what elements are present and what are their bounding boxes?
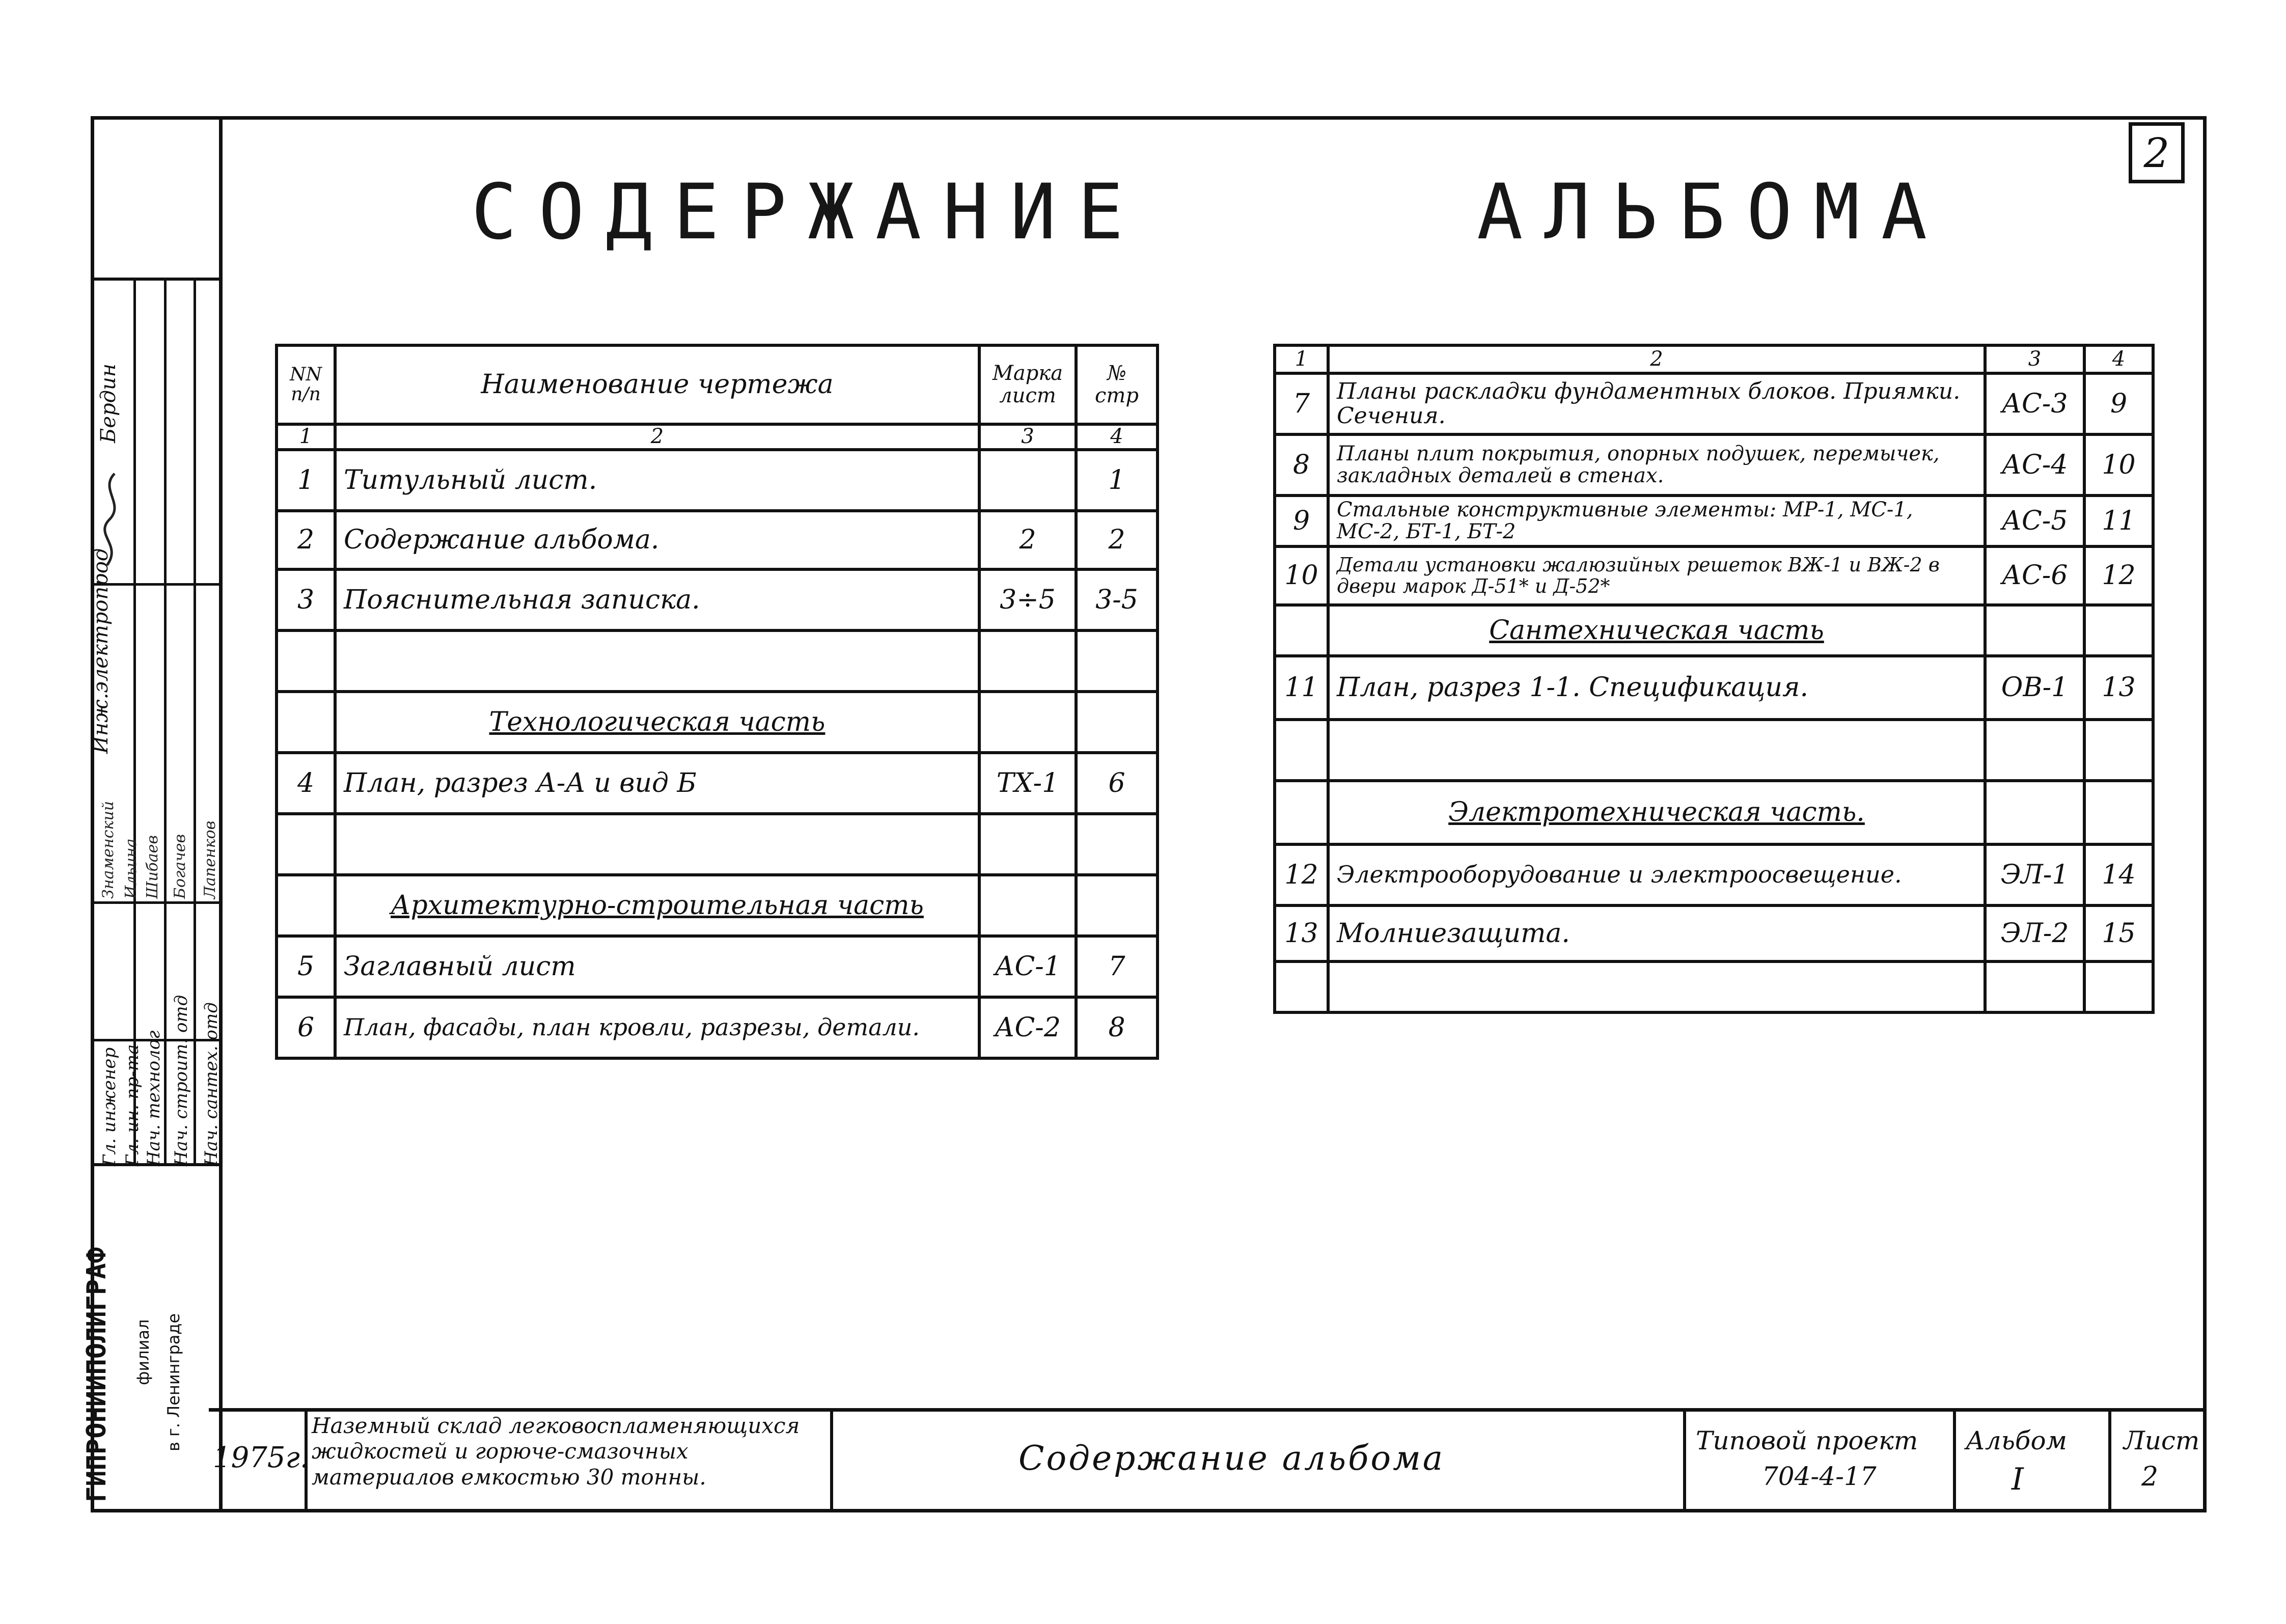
row-num: 9 <box>1275 496 1328 546</box>
approval-role: Гл. инженер <box>99 1047 120 1166</box>
row-name: Детали установки жалюзийных решеток ВЖ-1 и ВЖ-2 в двери марок Д-51* и Д-52* <box>1328 546 1985 605</box>
row-num: 5 <box>277 936 335 997</box>
column-number-row <box>277 424 1158 450</box>
column-number-row <box>1275 345 2153 373</box>
row-name <box>1328 720 1985 781</box>
row-page <box>1076 875 1158 936</box>
table-row <box>1275 546 2153 605</box>
row-page: 10 <box>2084 434 2153 496</box>
table-row <box>1275 605 2153 656</box>
row-num <box>277 692 335 753</box>
stamp-album-number: I <box>2012 1462 2024 1497</box>
row-num: 4 <box>277 753 335 814</box>
left-register-table <box>275 344 1159 1060</box>
table-row <box>277 814 1158 875</box>
table-row <box>277 511 1158 569</box>
stamp-project-label: Типовой проект <box>1696 1426 1918 1455</box>
row-num <box>277 630 335 692</box>
row-mark <box>979 630 1076 692</box>
header-page: № стр <box>1076 345 1158 424</box>
right-register-table <box>1273 344 2155 1014</box>
row-mark <box>1985 961 2084 1012</box>
col-number: 4 <box>1076 424 1158 450</box>
row-page: 13 <box>2084 656 2153 720</box>
row-mark: АС-5 <box>1985 496 2084 546</box>
row-name: Титульный лист. <box>335 450 979 511</box>
table-header-row <box>277 345 1158 424</box>
row-name: Содержание альбома. <box>335 511 979 569</box>
stamp-divider <box>1953 1408 1956 1512</box>
row-page: 3-5 <box>1076 569 1158 630</box>
row-mark <box>979 450 1076 511</box>
approval-role: Нач. сантех. отд <box>201 1002 222 1166</box>
section-heading: Сантехническая часть <box>1328 605 1985 656</box>
organization-city: в г. Ленинграде <box>164 1313 183 1451</box>
stamp-project-number: 704-4-17 <box>1762 1462 1877 1491</box>
approval-role: Гл. ин. пр-та <box>122 1044 143 1166</box>
row-mark: ОВ-1 <box>1985 656 2084 720</box>
approval-divider <box>133 278 136 1166</box>
row-page: 9 <box>2084 373 2153 434</box>
row-page: 2 <box>1076 511 1158 569</box>
col-number: 3 <box>1985 345 2084 373</box>
stamp-sheet-title: Содержание альбома <box>1018 1439 1445 1478</box>
approval-role: Нач. строит. отд <box>171 995 191 1166</box>
table-row <box>1275 905 2153 961</box>
row-name: Стальные конструктивные элементы: МР-1, МС-1, МС-2, БТ-1, БТ-2 <box>1328 496 1985 546</box>
table-row <box>277 875 1158 936</box>
row-name: Пояснительная записка. <box>335 569 979 630</box>
table-row <box>1275 720 2153 781</box>
table-row <box>1275 496 2153 546</box>
approval-extra-label: Бердин <box>97 363 120 443</box>
approval-divider <box>91 901 223 904</box>
approval-name: Знаменский <box>99 801 117 899</box>
col-number: 1 <box>277 424 335 450</box>
signature-scribble <box>94 469 130 570</box>
stamp-year: 1975г. <box>213 1441 309 1474</box>
stamp-top-line <box>209 1408 2207 1412</box>
approval-name: Богачев <box>171 834 189 899</box>
stamp-divider <box>2108 1408 2111 1512</box>
row-name <box>1328 961 1985 1012</box>
page-number: 2 <box>2143 129 2170 177</box>
row-num <box>277 875 335 936</box>
title-word-1: СОДЕРЖАНИЕ <box>471 168 1145 257</box>
col-number: 4 <box>2084 345 2153 373</box>
col-number: 2 <box>1328 345 1985 373</box>
section-heading: Технологическая часть <box>335 692 979 753</box>
row-mark: АС-1 <box>979 936 1076 997</box>
row-page <box>2084 605 2153 656</box>
row-page: 1 <box>1076 450 1158 511</box>
col-number: 2 <box>335 424 979 450</box>
row-num: 12 <box>1275 844 1328 905</box>
row-num <box>1275 720 1328 781</box>
row-name: План, разрез А-А и вид Б <box>335 753 979 814</box>
row-num: 3 <box>277 569 335 630</box>
row-mark <box>1985 781 2084 844</box>
row-name: Заглавный лист <box>335 936 979 997</box>
table-row <box>1275 961 2153 1012</box>
header-name: Наименование чертежа <box>335 345 979 424</box>
row-name: Планы раскладки фундаментных блоков. Приямки. Сечения. <box>1328 373 1985 434</box>
approval-name: Лапенков <box>201 820 219 899</box>
row-num <box>1275 781 1328 844</box>
row-mark: АС-2 <box>979 997 1076 1058</box>
table-row <box>1275 656 2153 720</box>
row-num <box>1275 605 1328 656</box>
approval-divider <box>194 278 196 1166</box>
row-mark: ТХ-1 <box>979 753 1076 814</box>
table-row <box>1275 373 2153 434</box>
row-mark <box>1985 605 2084 656</box>
row-mark: АС-6 <box>1985 546 2084 605</box>
table-row <box>277 997 1158 1058</box>
approval-name: Шибаев <box>144 835 161 899</box>
row-name <box>335 630 979 692</box>
row-name: План, фасады, план кровли, разрезы, детали. <box>335 997 979 1058</box>
row-mark <box>979 692 1076 753</box>
row-page: 8 <box>1076 997 1158 1058</box>
row-num: 11 <box>1275 656 1328 720</box>
table-row <box>1275 844 2153 905</box>
row-page <box>2084 781 2153 844</box>
stamp-album-label: Альбом <box>1966 1426 2067 1455</box>
row-mark: АС-4 <box>1985 434 2084 496</box>
row-name: План, разрез 1-1. Спецификация. <box>1328 656 1985 720</box>
table-row <box>277 569 1158 630</box>
table-row <box>277 753 1158 814</box>
row-num: 1 <box>277 450 335 511</box>
row-page: 14 <box>2084 844 2153 905</box>
stamp-divider <box>1683 1408 1686 1512</box>
page-number-box <box>2129 122 2185 183</box>
row-mark <box>979 875 1076 936</box>
approval-name: Ильина <box>122 838 140 899</box>
col-number: 1 <box>1275 345 1328 373</box>
row-num <box>1275 961 1328 1012</box>
row-page <box>2084 720 2153 781</box>
row-name: Электрооборудование и электроосвещение. <box>1328 844 1985 905</box>
row-mark: 2 <box>979 511 1076 569</box>
row-page <box>1076 692 1158 753</box>
row-page: 6 <box>1076 753 1158 814</box>
stamp-sheet-label: Лист <box>2124 1426 2200 1455</box>
row-num <box>277 814 335 875</box>
organization-name: ГИПРОНИИПОЛИГРАФ <box>81 1247 112 1502</box>
row-page <box>1076 630 1158 692</box>
row-page <box>2084 961 2153 1012</box>
approval-role: Нач. технолог <box>144 1030 164 1166</box>
row-num: 13 <box>1275 905 1328 961</box>
col-number: 3 <box>979 424 1076 450</box>
row-num: 8 <box>1275 434 1328 496</box>
row-mark <box>979 814 1076 875</box>
table-row <box>277 936 1158 997</box>
header-mark: Марка лист <box>979 345 1076 424</box>
header-num: NN п/п <box>277 345 335 424</box>
table-row <box>277 692 1158 753</box>
row-mark: 3÷5 <box>979 569 1076 630</box>
table-row <box>277 450 1158 511</box>
stamp-description: Наземный склад легковоспламеняющихся жидкостей и горюче-смазочных материалов емкостью 30 тонны. <box>312 1413 800 1490</box>
stamp-divider <box>830 1408 833 1512</box>
table-row <box>1275 434 2153 496</box>
row-num: 2 <box>277 511 335 569</box>
row-name: Молниезащита. <box>1328 905 1985 961</box>
row-name <box>335 814 979 875</box>
row-page: 15 <box>2084 905 2153 961</box>
row-num: 10 <box>1275 546 1328 605</box>
row-page <box>1076 814 1158 875</box>
section-heading: Архитектурно-строительная часть <box>335 875 979 936</box>
row-mark <box>1985 720 2084 781</box>
table-row <box>1275 781 2153 844</box>
approval-divider <box>164 278 167 1166</box>
row-num: 7 <box>1275 373 1328 434</box>
table-row <box>277 630 1158 692</box>
row-mark: АС-3 <box>1985 373 2084 434</box>
stamp-sheet-number: 2 <box>2141 1462 2159 1492</box>
row-num: 6 <box>277 997 335 1058</box>
row-mark: ЭЛ-2 <box>1985 905 2084 961</box>
organization-subtitle: филиал <box>133 1319 153 1385</box>
row-page: 7 <box>1076 936 1158 997</box>
row-name: Планы плит покрытия, опорных подушек, перемычек, закладных деталей в стенах. <box>1328 434 1985 496</box>
row-mark: ЭЛ-1 <box>1985 844 2084 905</box>
section-heading: Электротехническая часть. <box>1328 781 1985 844</box>
approval-extra-label: Инж.электропрод <box>89 548 113 754</box>
row-page: 11 <box>2084 496 2153 546</box>
row-page: 12 <box>2084 546 2153 605</box>
title-word-2: АЛЬБОМА <box>1477 168 1949 257</box>
